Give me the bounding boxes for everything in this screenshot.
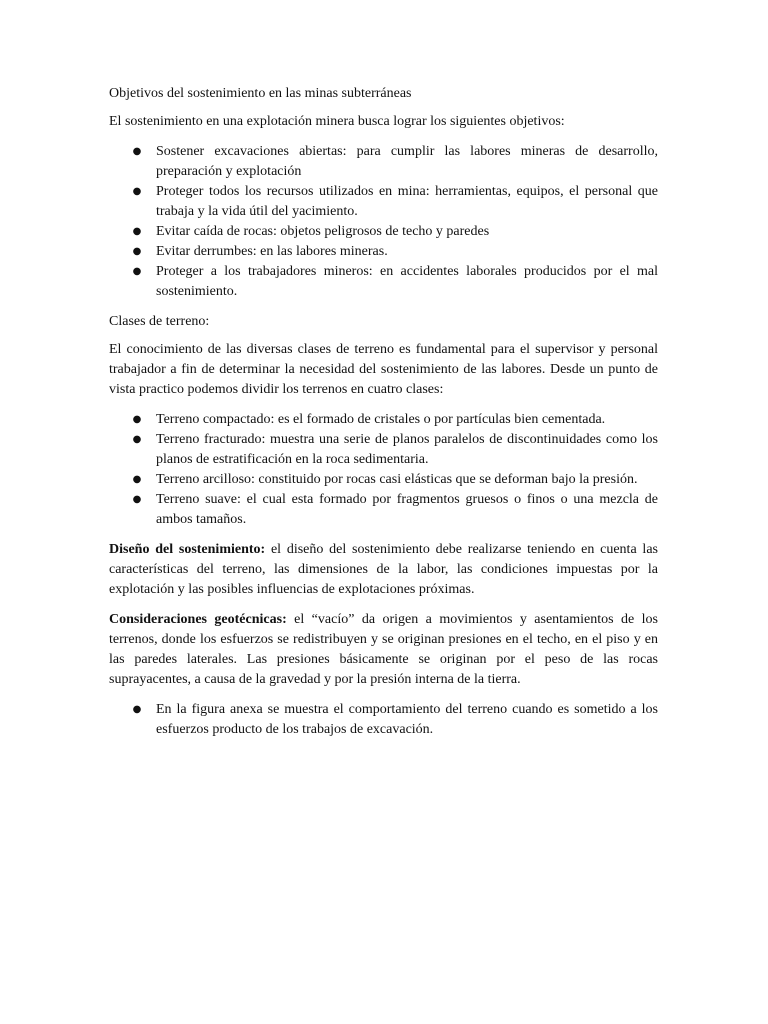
- design-label: Diseño del sostenimiento:: [109, 542, 266, 557]
- list-item: [109, 142, 658, 182]
- design-text: el diseño del sostenimiento debe realizarse teniendo en cuenta las características del terreno, las dimensiones de la labor, las condiciones impuestas por la explotación y las posibles influencias de explotaciones próximas.: [109, 542, 658, 597]
- list-item-text: En la figura anexa se muestra el comportamiento del terreno cuando es sometido a los esfuerzos producto de los trabajos de excavación.: [156, 702, 658, 737]
- list-item: [109, 242, 658, 262]
- list-item-text: Terreno arcilloso: constituido por rocas casi elásticas que se deforman bajo la presión.: [156, 472, 638, 487]
- list-item-text: Evitar derrumbes: en las labores mineras.: [156, 244, 388, 259]
- list-item-text: Terreno fracturado: muestra una serie de planos paralelos de discontinuidades como los planos de estratificación en la roca sedimentaria.: [156, 432, 658, 467]
- bullet-icon: ●: [132, 704, 142, 715]
- list-item-text: Proteger a los trabajadores mineros: en accidentes laborales producidos por el mal sostenimiento.: [156, 264, 658, 299]
- bullet-icon: ●: [132, 414, 142, 425]
- list-item: [109, 430, 658, 470]
- list-item-text: Terreno suave: el cual esta formado por fragmentos gruesos o finos o una mezcla de ambos tamaños.: [156, 492, 658, 527]
- geotech-label: Consideraciones geotécnicas:: [109, 612, 287, 627]
- terrain-intro: El conocimiento de las diversas clases de terreno es fundamental para el supervisor y personal trabajador a fin de determinar la necesidad del sostenimiento de las labores. Desde un punto de vista practico podemos dividir los terrenos en cuatro clases:: [109, 342, 658, 397]
- list-item: [109, 470, 658, 490]
- list-item-text: Proteger todos los recursos utilizados en mina: herramientas, equipos, el personal que trabaja y la vida útil del yacimiento.: [156, 184, 658, 219]
- bullet-icon: ●: [132, 146, 142, 157]
- list-item-text: Sostener excavaciones abiertas: para cumplir las labores mineras de desarrollo, preparación y explotación: [156, 144, 658, 179]
- list-item-text: Evitar caída de rocas: objetos peligrosos de techo y paredes: [156, 224, 490, 239]
- geotech-text: el “vacío” da origen a movimientos y asentamientos de los terrenos, donde los esfuerzos se redistribuyen y se originan presiones en el techo, en el piso y en las paredes laterales. Las presiones básicamente se originan por el peso de las rocas suprayacentes, a causa de la gravedad y por la presión interna de la tierra.: [109, 612, 658, 687]
- list-item: [109, 700, 658, 740]
- terrain-list: [109, 410, 658, 530]
- list-item: [109, 262, 658, 302]
- bullet-icon: ●: [132, 266, 142, 277]
- bullet-icon: ●: [132, 246, 142, 257]
- list-item: [109, 222, 658, 242]
- list-item-text: Terreno compactado: es el formado de cristales o por partículas bien cementada.: [156, 412, 606, 427]
- bullet-icon: ●: [132, 186, 142, 197]
- geotech-paragraph: [109, 610, 658, 690]
- document-body: [109, 84, 658, 750]
- document-title: Objetivos del sostenimiento en las minas subterráneas: [109, 86, 412, 101]
- list-item: [109, 182, 658, 222]
- bullet-icon: ●: [132, 494, 142, 505]
- objectives-list: [109, 142, 658, 302]
- terrain-heading: Clases de terreno:: [109, 314, 210, 329]
- bullet-icon: ●: [132, 434, 142, 445]
- list-item: [109, 490, 658, 530]
- bullet-icon: ●: [132, 226, 142, 237]
- bullet-icon: ●: [132, 474, 142, 485]
- objectives-intro: El sostenimiento en una explotación minera busca lograr los siguientes objetivos:: [109, 114, 565, 129]
- figure-note-list: [109, 700, 658, 740]
- design-paragraph: [109, 540, 658, 600]
- list-item: [109, 410, 658, 430]
